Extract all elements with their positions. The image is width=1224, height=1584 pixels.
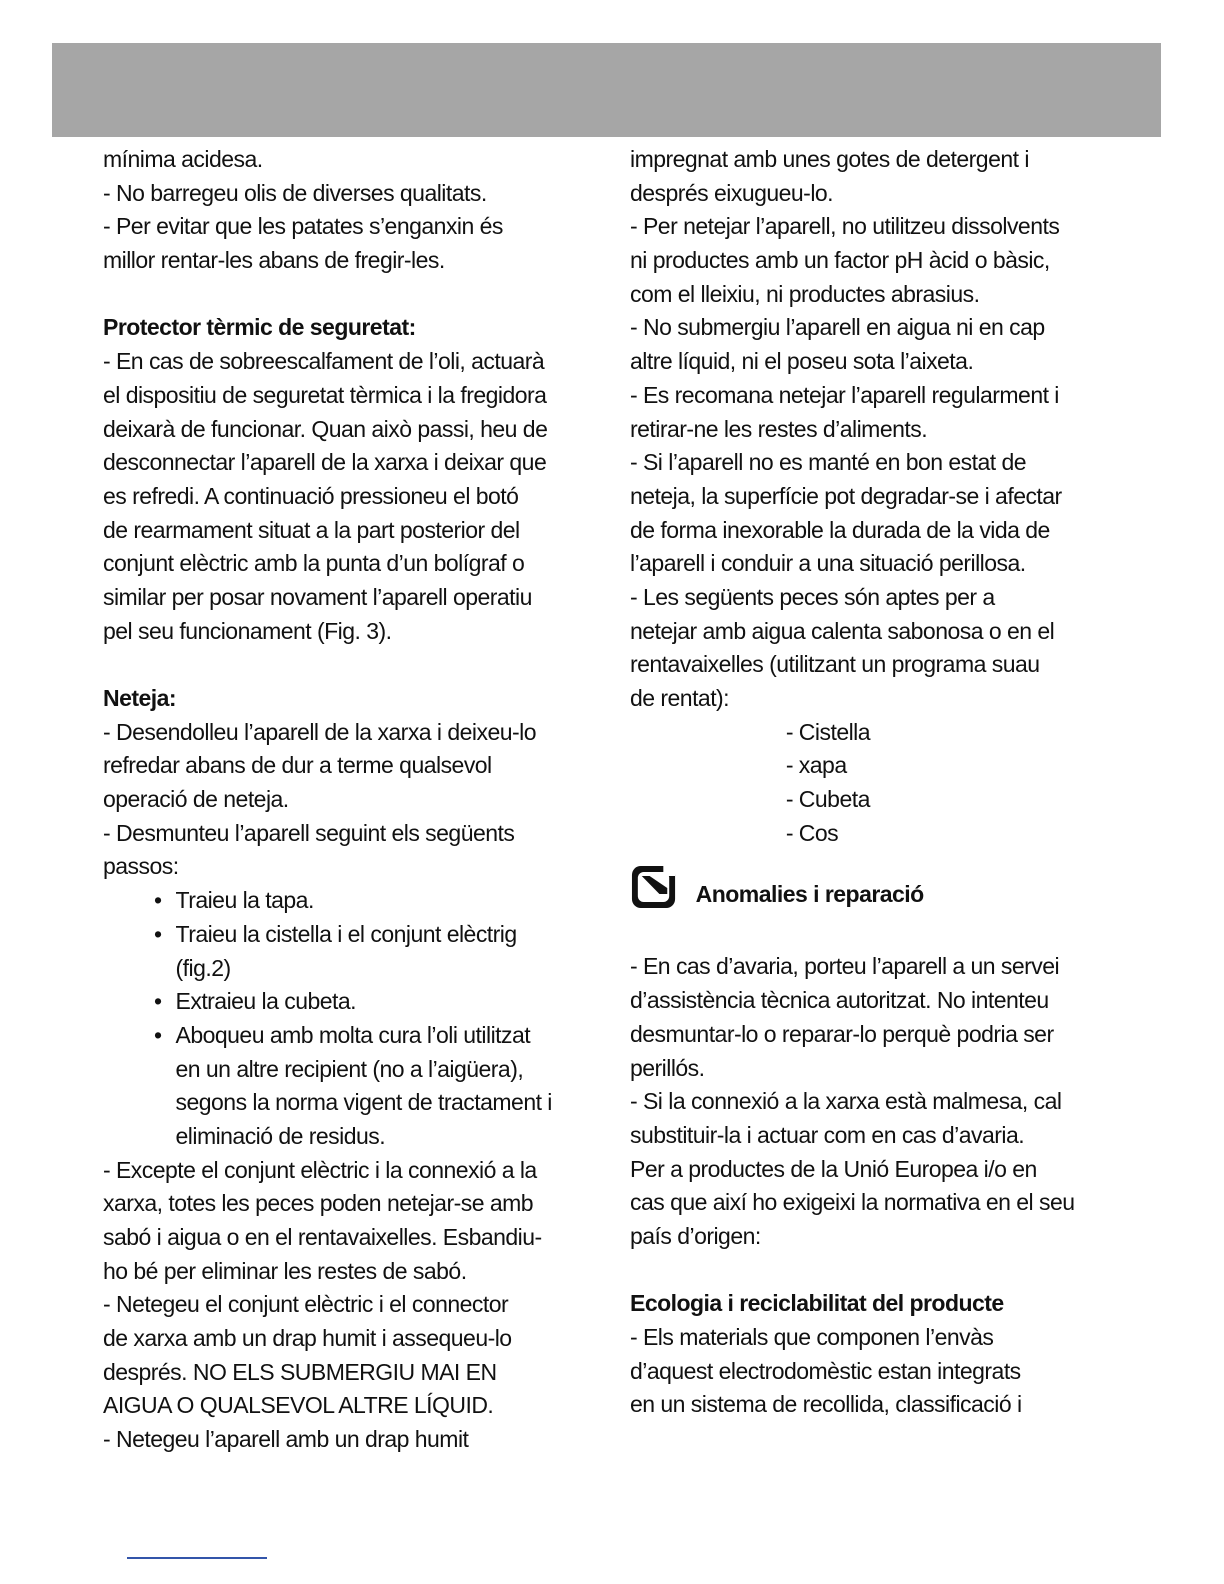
text-line: el dispositiu de seguretat tèrmica i la fregidora bbox=[103, 381, 547, 408]
text-line: similar per posar novament l’aparell operatiu bbox=[103, 583, 532, 610]
text-line: país d’origen: bbox=[630, 1222, 761, 1249]
text-line: substituir-la i actuar com en cas d’avaria. bbox=[630, 1121, 1025, 1148]
bullet-dot: • bbox=[153, 887, 162, 914]
text-line: - Es recomana netejar l’aparell regularment i bbox=[630, 381, 1059, 408]
text-line: - Les següents peces són aptes per a bbox=[630, 583, 995, 610]
text-line: ho bé per eliminar les restes de sabó. bbox=[103, 1257, 467, 1284]
text-line: netejar amb aigua calenta sabonosa o en el bbox=[630, 617, 1055, 644]
text-line: altre líquid, ni el poseu sota l’aixeta. bbox=[630, 348, 974, 375]
header-bar bbox=[52, 43, 1161, 137]
text-line: ni productes amb un factor pH àcid o bàsic, bbox=[630, 247, 1050, 274]
text-line: de rearmament situat a la part posterior del bbox=[103, 516, 520, 543]
text-line: - Per evitar que les patates s’enganxin és bbox=[103, 213, 503, 240]
bullet-text: Aboqueu amb molta cura l’oli utilitzat bbox=[175, 1021, 531, 1048]
bullet-text: Extraieu la cubeta. bbox=[175, 988, 357, 1015]
left-column bbox=[103, 143, 583, 1457]
text-line: - Desendolleu l’aparell de la xarxa i deixeu-lo bbox=[103, 718, 536, 745]
bullet-text: Traieu la cistella i el conjunt elèctrig bbox=[175, 920, 517, 947]
anomalies-section-head bbox=[630, 850, 1110, 950]
bullet-item bbox=[103, 1019, 583, 1053]
text-line: mínima acidesa. bbox=[103, 146, 263, 172]
text-line: pel seu funcionament (Fig. 3). bbox=[103, 617, 392, 644]
protector-heading: Protector tèrmic de seguretat: bbox=[103, 314, 416, 341]
part-item: - Cos bbox=[785, 819, 839, 846]
text-line: Per a productes de la Unió Europea i/o en bbox=[630, 1155, 1037, 1182]
bullet-continuation: eliminació de residus. bbox=[175, 1122, 386, 1149]
text-line: - Excepte el conjunt elèctric i la connexió a la bbox=[103, 1156, 537, 1183]
bullet-item bbox=[103, 985, 583, 1019]
text-line: - Netegeu l’aparell amb un drap humit bbox=[103, 1426, 469, 1453]
text-line: millor rentar-les abans de fregir-les. bbox=[103, 247, 445, 274]
bullet-continuation: en un altre recipient (no a l’aigüera), bbox=[175, 1055, 524, 1082]
text-line: refredar abans de dur a terme qualsevol bbox=[103, 752, 492, 779]
text-line: xarxa, totes les peces poden netejar-se amb bbox=[103, 1190, 534, 1217]
text-line: com el lleixiu, ni productes abrasius. bbox=[630, 280, 980, 307]
text-line: - No submergiu l’aparell en aigua ni en cap bbox=[630, 314, 1045, 341]
bullet-item bbox=[103, 884, 583, 918]
text-line: deixarà de funcionar. Quan això passi, heu de bbox=[103, 415, 548, 442]
bullet-dot: • bbox=[153, 988, 162, 1015]
footer-rule bbox=[127, 1557, 267, 1559]
ecology-heading: Ecologia i reciclabilitat del producte bbox=[630, 1290, 1004, 1317]
text-line: impregnat amb unes gotes de detergent i bbox=[630, 146, 1029, 172]
bullet-text: Traieu la tapa. bbox=[175, 887, 314, 914]
part-item: - xapa bbox=[785, 752, 847, 779]
text-line: - Netegeu el conjunt elèctric i el connector bbox=[103, 1291, 509, 1318]
text-line: AIGUA O QUALSEVOL ALTRE LÍQUID. bbox=[103, 1392, 494, 1419]
bullet-continuation: segons la norma vigent de tractament i bbox=[175, 1089, 552, 1116]
text-line: retirar-ne les restes d’aliments. bbox=[630, 415, 928, 442]
text-line: desmuntar-lo o reparar-lo perquè podria ser bbox=[630, 1020, 1054, 1047]
text-line: neteja, la superfície pot degradar-se i afectar bbox=[630, 482, 1062, 509]
text-line: - Els materials que componen l’envàs bbox=[630, 1324, 994, 1350]
text-line: conjunt elèctric amb la punta d’un bolígraf o bbox=[103, 550, 525, 577]
text-line: - Per netejar l’aparell, no utilitzeu dissolvents bbox=[630, 213, 1060, 240]
repair-tool-icon bbox=[630, 862, 679, 912]
bullet-item bbox=[103, 918, 583, 952]
text-line: cas que així ho exigeixi la normativa en el seu bbox=[630, 1189, 1075, 1216]
right-column bbox=[630, 143, 1110, 1422]
text-line: després. NO ELS SUBMERGIU MAI EN bbox=[103, 1358, 497, 1385]
text-line: - Si la connexió a la xarxa està malmesa, cal bbox=[630, 1088, 1062, 1115]
text-line: d’aquest electrodomèstic estan integrats bbox=[630, 1357, 1021, 1384]
text-line: d’assistència tècnica autoritzat. No intenteu bbox=[630, 987, 1049, 1014]
text-line: sabó i aigua o en el rentavaixelles. Esbandiu- bbox=[103, 1224, 542, 1250]
text-line: després eixugueu-lo. bbox=[630, 179, 834, 206]
text-line: de forma inexorable la durada de la vida de bbox=[630, 516, 1050, 543]
neteja-heading: Neteja: bbox=[103, 685, 177, 711]
text-line: - No barregeu olis de diverses qualitats. bbox=[103, 179, 487, 206]
part-item: - Cistella bbox=[785, 718, 871, 745]
text-line: en un sistema de recollida, classificació i bbox=[630, 1391, 1022, 1418]
text-line: l’aparell i conduir a una situació perillosa. bbox=[630, 550, 1026, 577]
text-line: - En cas d’avaria, porteu l’aparell a un servei bbox=[630, 953, 1060, 980]
text-line: - Si l’aparell no es manté en bon estat de bbox=[630, 449, 1026, 476]
text-line: perillós. bbox=[630, 1054, 705, 1081]
bullet-dot: • bbox=[153, 920, 162, 947]
part-item: - Cubeta bbox=[785, 786, 870, 813]
text-line: de xarxa amb un drap humit i assequeu-lo bbox=[103, 1325, 512, 1352]
text-line: es refredi. A continuació pressioneu el botó bbox=[103, 482, 519, 509]
text-line: operació de neteja. bbox=[103, 786, 289, 813]
text-line: - Desmunteu l’aparell seguint els següents bbox=[103, 819, 515, 846]
text-line: rentavaixelles (utilitzant un programa suau bbox=[630, 651, 1040, 678]
text-line: - En cas de sobreescalfament de l’oli, actuarà bbox=[103, 348, 545, 375]
anomalies-heading: Anomalies i reparació bbox=[695, 881, 924, 908]
text-line: passos: bbox=[103, 853, 179, 880]
bullet-dot: • bbox=[153, 1021, 162, 1048]
text-line: desconnectar l’aparell de la xarxa i deixar que bbox=[103, 449, 547, 476]
text-line: de rentat): bbox=[630, 685, 730, 711]
bullet-continuation: (fig.2) bbox=[175, 954, 231, 981]
